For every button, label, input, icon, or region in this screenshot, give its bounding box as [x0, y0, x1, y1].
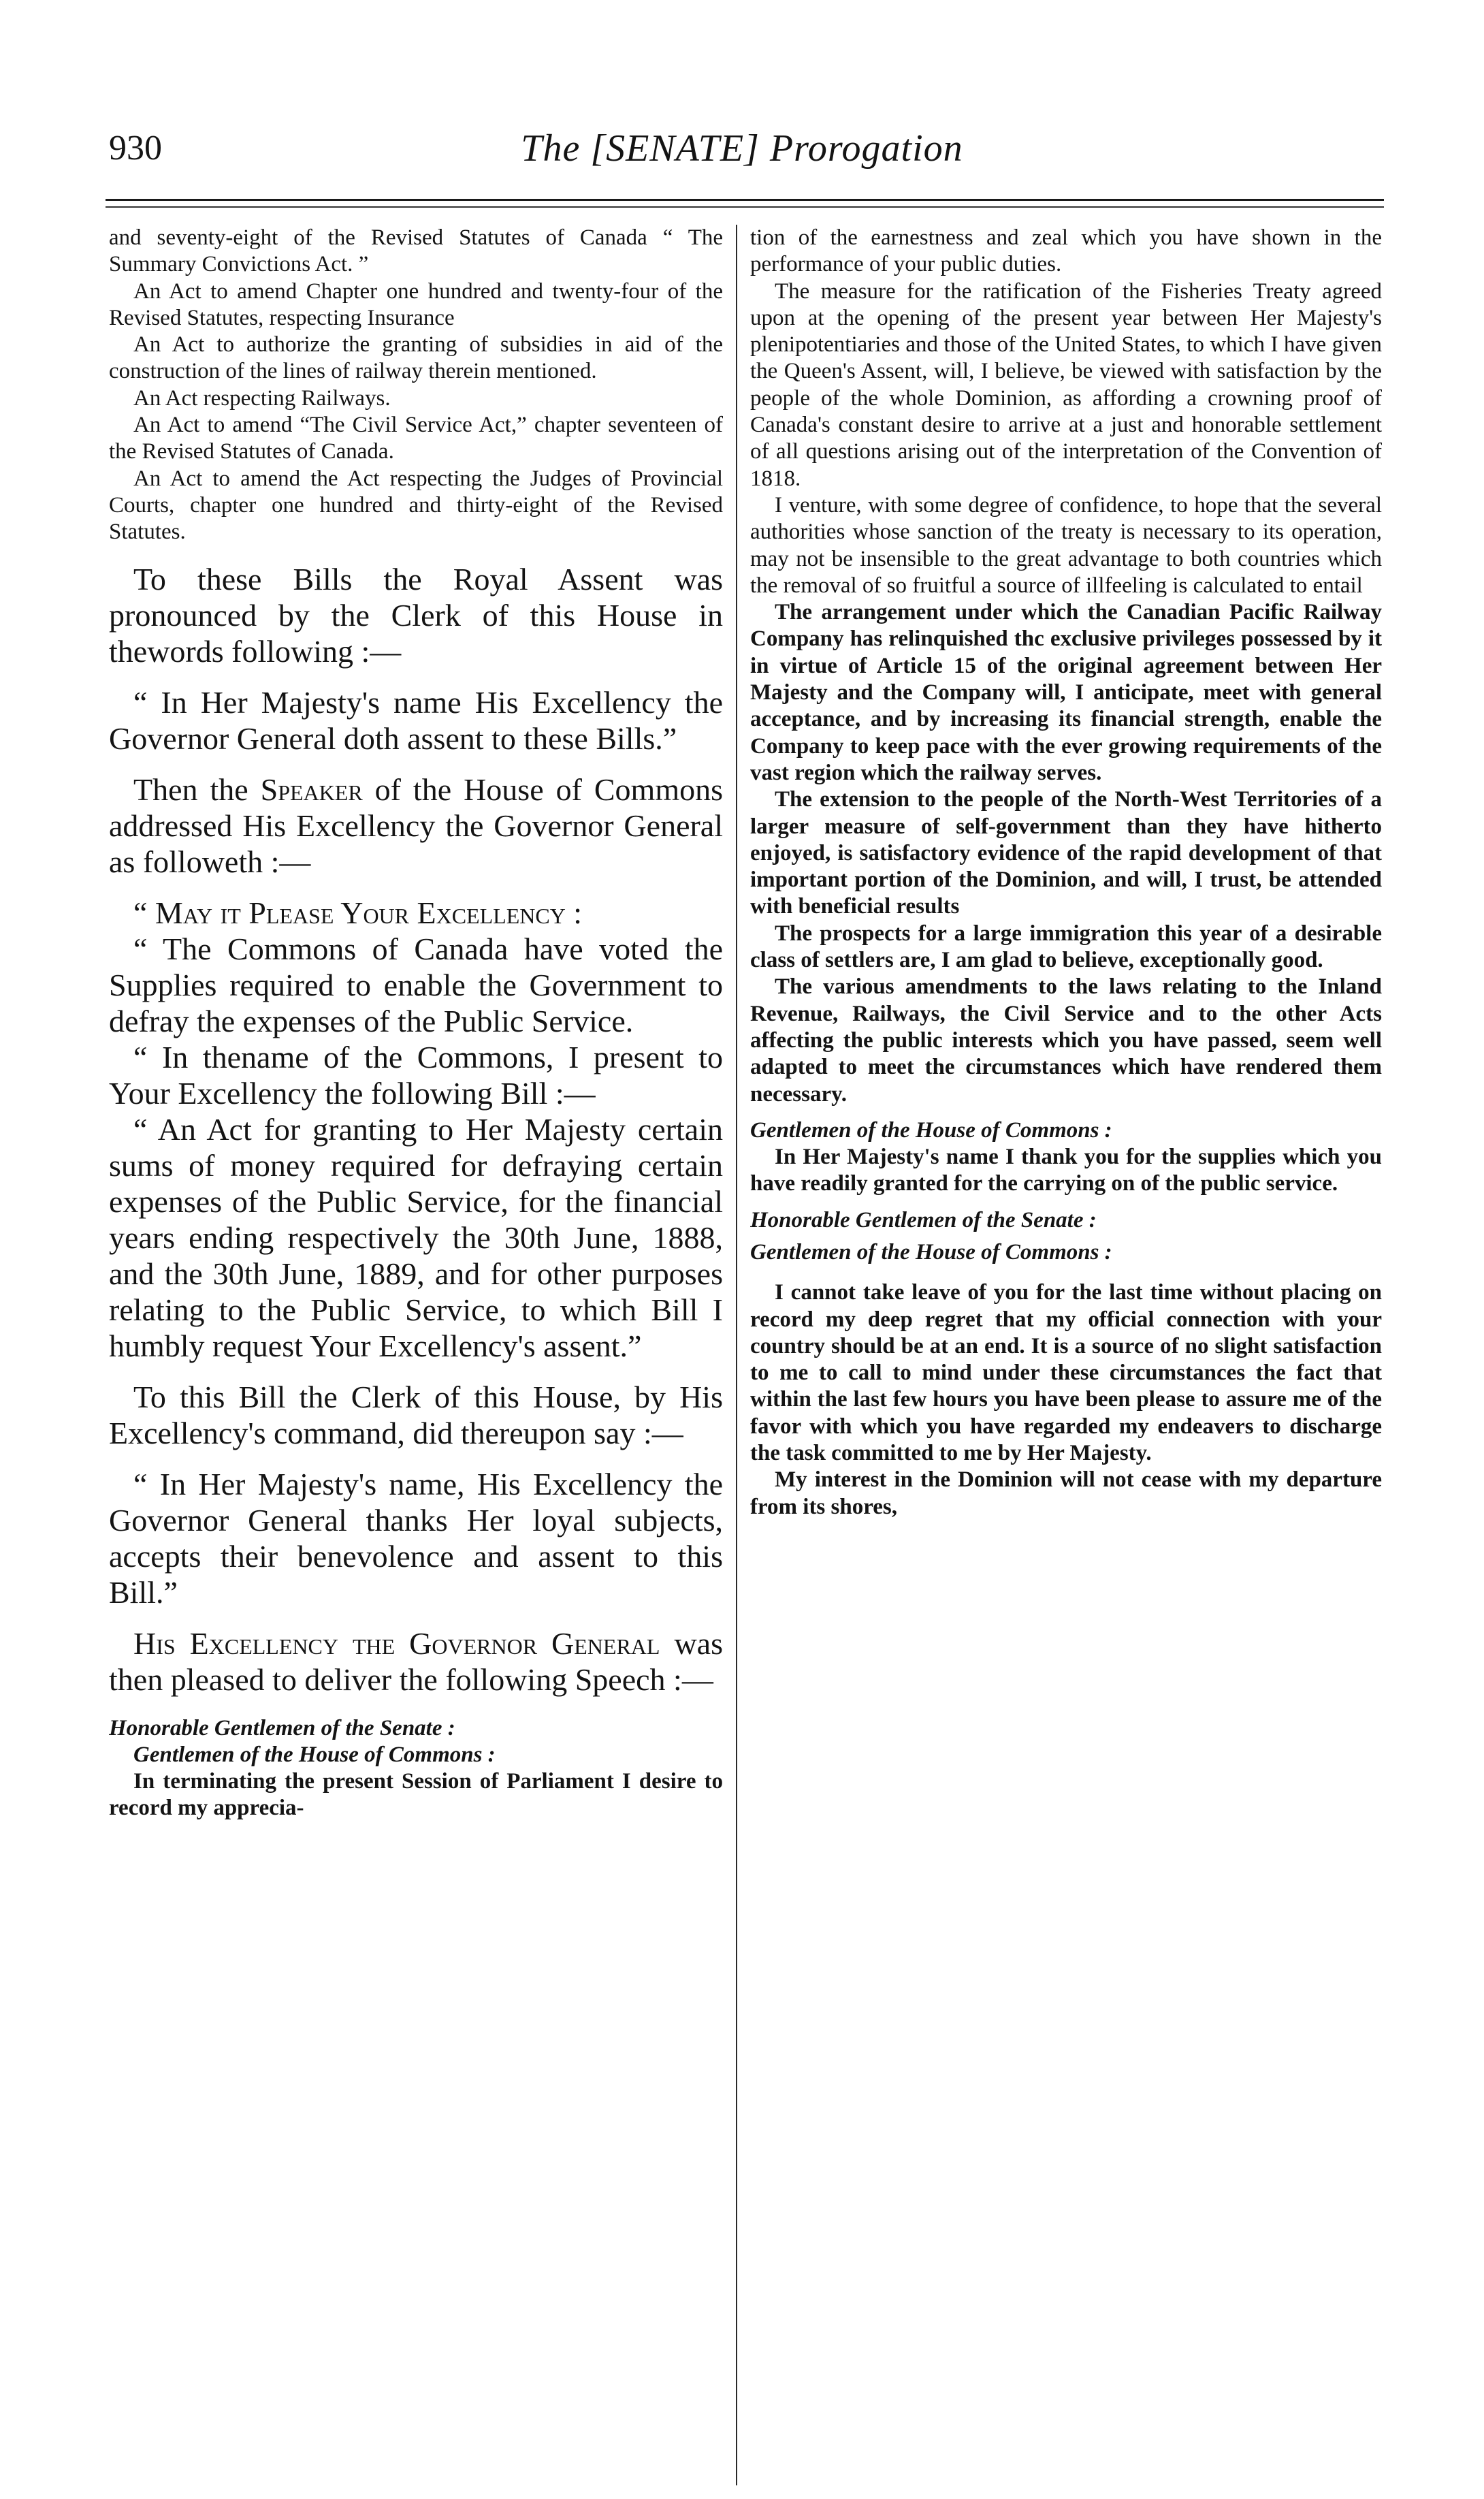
text-run: was then pleased to deliver the following Speech :— — [109, 1625, 723, 1697]
bill-paragraph: An Act to authorize the granting of subsidies in aid of the construction of the lines of railway therein mentioned. — [109, 332, 723, 384]
speech-paragraph: The measure for the ratification of the Fisheries Treaty agreed upon at the opening of the present year between Her Majesty's plenipotentiaries and those of the United States, to which I have given the Queen's Assent, will, I believe, be viewed with satisfaction by the people of the whole Dominion, as affording a crowning proof of Canada's constant desire to arrive at a just and honorable settlement of all questions arising out of the interpretation of the Convention of 1818. — [750, 278, 1382, 491]
right-column — [750, 225, 1382, 2485]
paragraph: To this Bill the Clerk of this House, by His Excellency's command, did thereupon say :— — [109, 1379, 723, 1450]
paragraph — [109, 771, 723, 880]
bill-paragraph: An Act to amend the Act respecting the Judges of Provincial Courts, chapter one hundred and thirty-eight of the Revised Statutes. — [109, 466, 723, 545]
speech-paragraph: My interest in the Dominion will not cease with my departure from its shores, — [750, 1467, 1382, 1519]
page-number: 930 — [109, 129, 162, 168]
paragraph: To these Bills the Royal Assent was pronounced by the Clerk of this House in thewords following :— — [109, 561, 723, 669]
column-divider — [736, 225, 737, 2485]
speech-paragraph: I cannot take leave of you for the last time without placing on record my deep regret that my official connection with your country should be at an end. It is a source of no slight satisfaction to me to call to mind under these circumstances the fact that within the last few hours you have been please to assure me of the favor with which you have regarded my endeavers to discharge the task committed to me by Her Majesty. — [750, 1280, 1382, 1466]
bills-list — [109, 225, 723, 546]
governor-smallcaps: His Excellency the Governor General — [133, 1625, 660, 1661]
speech-heading: Honorable Gentlemen of the Senate : — [109, 1715, 455, 1740]
text-run: of the House of Commons addressed His Excellency the Governor General as followeth :— — [109, 771, 723, 879]
salutation: “ May it Please Your Excellency : — [133, 895, 583, 930]
running-title: The [SENATE] Prorogation — [521, 127, 963, 170]
speech-paragraph: The various amendments to the laws relating to the Inland Revenue, Railways, the Civil Service and to the other Acts affecting the public interests which you have passed, seem well adapted to meet the circumstances which have rendered them necessary. — [750, 974, 1382, 1107]
quoted-paragraph: “ In Her Majesty's name, His Excellency the Governor General thanks Her loyal subjects, accepts their benevolence and assent to this Bill.” — [109, 1466, 723, 1610]
speech-paragraph: In Her Majesty's name I thank you for the supplies which you have readily granted for the carrying on of the public service. — [750, 1145, 1382, 1196]
paragraph — [109, 1625, 723, 1698]
quoted-paragraph: “ In thename of the Commons, I present to Your Excellency the following Bill :— — [109, 1039, 723, 1111]
bill-paragraph: An Act to amend “The Civil Service Act,” chapter seventeen of the Revised Statutes of Canada. — [109, 413, 723, 464]
speech-paragraph: I venture, with some degree of confidence, to hope that the several authorities whose sanction of the treaty is necessary to its operation, may not be insensible to the great advantage to both countries which the removal of so fruitful a source of illfeeling is calculated to entail — [750, 492, 1382, 598]
speech-paragraph: In terminating the present Session of Parliament I desire to record my apprecia- — [109, 1769, 723, 1821]
header-rule-top — [106, 199, 1384, 201]
proceedings-text — [109, 561, 723, 1698]
quoted-paragraph: “ An Act for granting to Her Majesty certain sums of money required for defraying certain expenses of the Public Service, for the financial years ending respectively the 30th June, 1888, and the 30th June, 1889, and for other purposes relating to the Public Service, to which Bill I humbly request Your Excellency's assent.” — [109, 1111, 723, 1363]
bill-paragraph: An Act to amend Chapter one hundred and twenty-four of the Revised Statutes, respecting Insurance — [109, 278, 723, 330]
left-column — [109, 225, 723, 2485]
speech-paragraph: The arrangement under which the Canadian Pacific Railway Company has relinquished thc exclusive privileges possessed by it in virtue of Article 15 of the original agreement between Her Majesty and the Company will, I anticipate, meet with general acceptance, and by increasing its financial strength, enable the Company to keep pace with the ever growing requirements of the vast region which the railway serves. — [750, 600, 1382, 785]
speech-heading: Gentlemen of the House of Commons : — [750, 1239, 1112, 1264]
speech-heading: Honorable Gentlemen of the Senate : — [750, 1207, 1097, 1232]
bill-paragraph: An Act respecting Railways. — [133, 385, 391, 411]
speech-heading: Gentlemen of the House of Commons : — [750, 1117, 1112, 1143]
speech-paragraph: The prospects for a large immigration this year of a desirable class of settlers are, I am glad to believe, exceptionally good. — [750, 921, 1382, 973]
bill-paragraph: and seventy-eight of the Revised Statutes of Canada “ The Summary Convictions Act. ” — [109, 225, 723, 277]
speech-start — [109, 1715, 723, 1822]
speech-paragraph: tion of the earnestness and zeal which you have shown in the performance of your public duties. — [750, 225, 1382, 277]
quoted-paragraph: “ In Her Majesty's name His Excellency the Governor General doth assent to these Bills.” — [109, 684, 723, 756]
page-header — [102, 128, 1382, 189]
quoted-paragraph: “ The Commons of Canada have voted the Supplies required to enable the Government to defray the expenses of the Public Service. — [109, 931, 723, 1038]
header-rule-bottom — [106, 206, 1384, 208]
speaker-smallcaps: Speaker — [260, 771, 363, 807]
speech-heading: Gentlemen of the House of Commons : — [133, 1742, 496, 1767]
speech-paragraph: The extension to the people of the North-West Territories of a larger measure of self-government than they have hitherto enjoyed, is satisfactory evidence of the rapid development of that important portion of the Dominion, and will, I trust, be attended with beneficial results — [750, 787, 1382, 919]
text-run: Then the — [133, 771, 261, 807]
